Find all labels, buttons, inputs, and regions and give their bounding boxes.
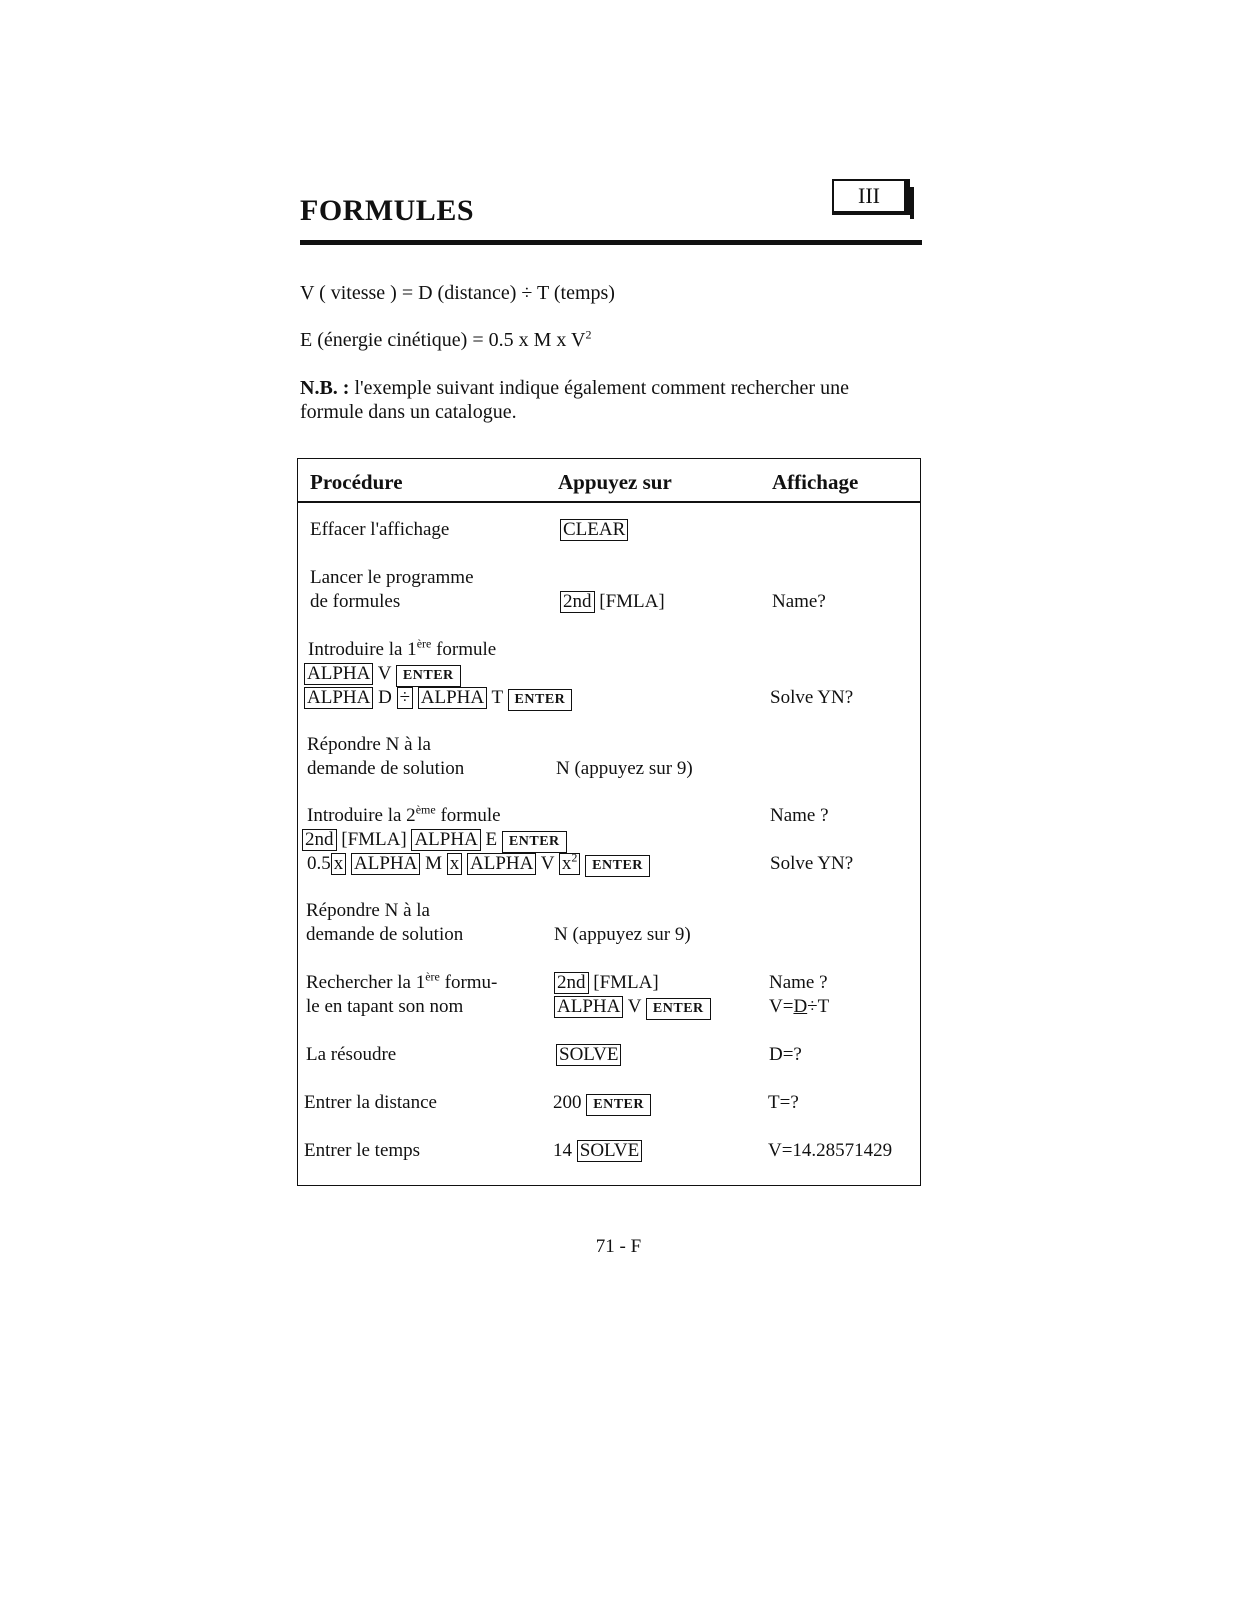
row5-keys-line1 [302,828,567,853]
row5-proc-sup: ème [415,802,436,817]
energy-exponent: 2 [585,327,592,342]
alpha-key: ALPHA [418,687,487,709]
page-number: 71 - F [595,1236,642,1257]
header-rule [300,240,922,245]
row8-procedure: La résoudre [306,1044,397,1065]
row10-number: 14 [553,1140,572,1161]
times-key: x [331,853,347,875]
x-squared-key [559,850,581,875]
row7-disp-2c: ÷T [807,996,830,1017]
coef-half: 0.5 [307,853,331,874]
var-v: V [540,853,555,874]
row2-keys [560,590,665,614]
alpha-key: ALPHA [467,853,536,875]
row5-proc-pre: Introduire la 2 [307,805,416,826]
var-v: V [377,663,392,684]
solve-key: SOLVE [577,1140,642,1162]
var-v: V [627,996,642,1017]
row6-keys: N (appuyez sur 9) [554,924,691,945]
alpha-key: ALPHA [554,996,623,1018]
fmla-label: [FMLA] [341,829,407,850]
row5-display-1: Name ? [770,805,829,826]
enter-key: ENTER [646,998,711,1020]
row2-procedure [310,566,474,614]
enter-key: ENTER [396,665,461,687]
table-header-rule [298,501,920,503]
x-squared-sup: 2 [571,850,578,865]
row6-proc-2: demande de solution [306,924,464,945]
enter-key: ENTER [585,855,650,877]
row7-proc-sup: ère [425,969,440,984]
times-key: x [447,853,463,875]
nb-paragraph [300,376,940,424]
alpha-key: ALPHA [411,829,480,851]
row5-procedure [307,804,501,828]
alpha-key: ALPHA [304,663,373,685]
th-keys: Appuyez sur [558,470,672,494]
row7-disp-1: Name ? [769,972,828,993]
row7-disp-2a: V= [769,996,794,1017]
row3-keys-line1 [304,662,461,687]
row9-number: 200 [553,1092,582,1113]
chapter-tab: III [832,179,910,215]
row9-display: T=? [768,1092,799,1113]
enter-key: ENTER [502,831,567,853]
row8-display: D=? [769,1044,802,1065]
row4-proc-2: demande de solution [307,758,465,779]
row3-proc-sup: ère [416,636,432,651]
clear-key: CLEAR [560,519,628,541]
page-title: FORMULES [300,194,475,227]
row7-proc-2: le en tapant son nom [306,996,464,1017]
th-procedure: Procédure [310,470,403,494]
row7-proc-post: formu- [439,972,498,993]
row3-proc-post: formule [431,639,497,660]
row4-procedure [307,733,464,781]
second-key: 2nd [554,972,589,994]
row7-display [769,971,829,1019]
row10-keys [553,1139,642,1163]
enter-key: ENTER [508,689,573,711]
row3-proc-pre: Introduire la 1 [308,639,417,660]
x-squared-base: x [561,853,572,874]
intro-line-velocity: V ( vitesse ) = D (distance) ÷ T (temps) [300,282,615,304]
row5-keys-line2 [307,852,650,877]
fmla-label: [FMLA] [599,591,665,612]
row3-procedure [308,638,496,662]
var-t: T [491,687,503,708]
row3-keys-line2 [304,686,572,711]
row7-keys [554,971,711,1020]
row1-keys [560,518,628,542]
energy-formula: E (énergie cinétique) = 0.5 x M x V [300,329,586,351]
var-e: E [485,829,498,850]
row8-keys [556,1043,621,1067]
row1-procedure: Effacer l'affichage [310,519,450,540]
alpha-key: ALPHA [304,687,373,709]
row4-proc-1: Répondre N à la [307,734,431,755]
row9-procedure: Entrer la distance [304,1092,437,1113]
th-display: Affichage [772,470,859,494]
row7-disp-2b: D [793,996,808,1017]
nb-label: N.B. : [300,377,350,399]
fmla-label: [FMLA] [593,972,659,993]
row5-proc-post: formule [435,805,501,826]
var-d: D [378,687,392,708]
second-key: 2nd [302,829,337,851]
solve-key: SOLVE [556,1044,621,1066]
row9-keys [553,1091,651,1116]
row10-display: V=14.28571429 [768,1140,893,1161]
alpha-key: ALPHA [351,853,420,875]
row2-display: Name? [772,591,826,612]
row6-proc-1: Répondre N à la [306,900,430,921]
row2-proc-1: Lancer le programme [310,567,474,588]
second-key: 2nd [560,591,595,613]
row7-proc-pre: Rechercher la 1 [306,972,426,993]
row4-keys: N (appuyez sur 9) [556,758,693,779]
var-m: M [425,853,442,874]
intro-line-energy [300,328,591,352]
row7-procedure [306,971,497,1019]
enter-key: ENTER [586,1094,651,1116]
row6-procedure [306,899,463,947]
procedure-table [297,458,921,1186]
row5-display-2: Solve YN? [770,853,854,874]
row3-display: Solve YN? [770,687,854,708]
divide-key: ÷ [397,687,413,709]
nb-text-2: formule dans un catalogue. [300,401,517,423]
row10-procedure: Entrer le temps [304,1140,421,1161]
nb-text-1: l'exemple suivant indique également comment rechercher une [349,377,849,399]
row2-proc-2: de formules [310,591,401,612]
